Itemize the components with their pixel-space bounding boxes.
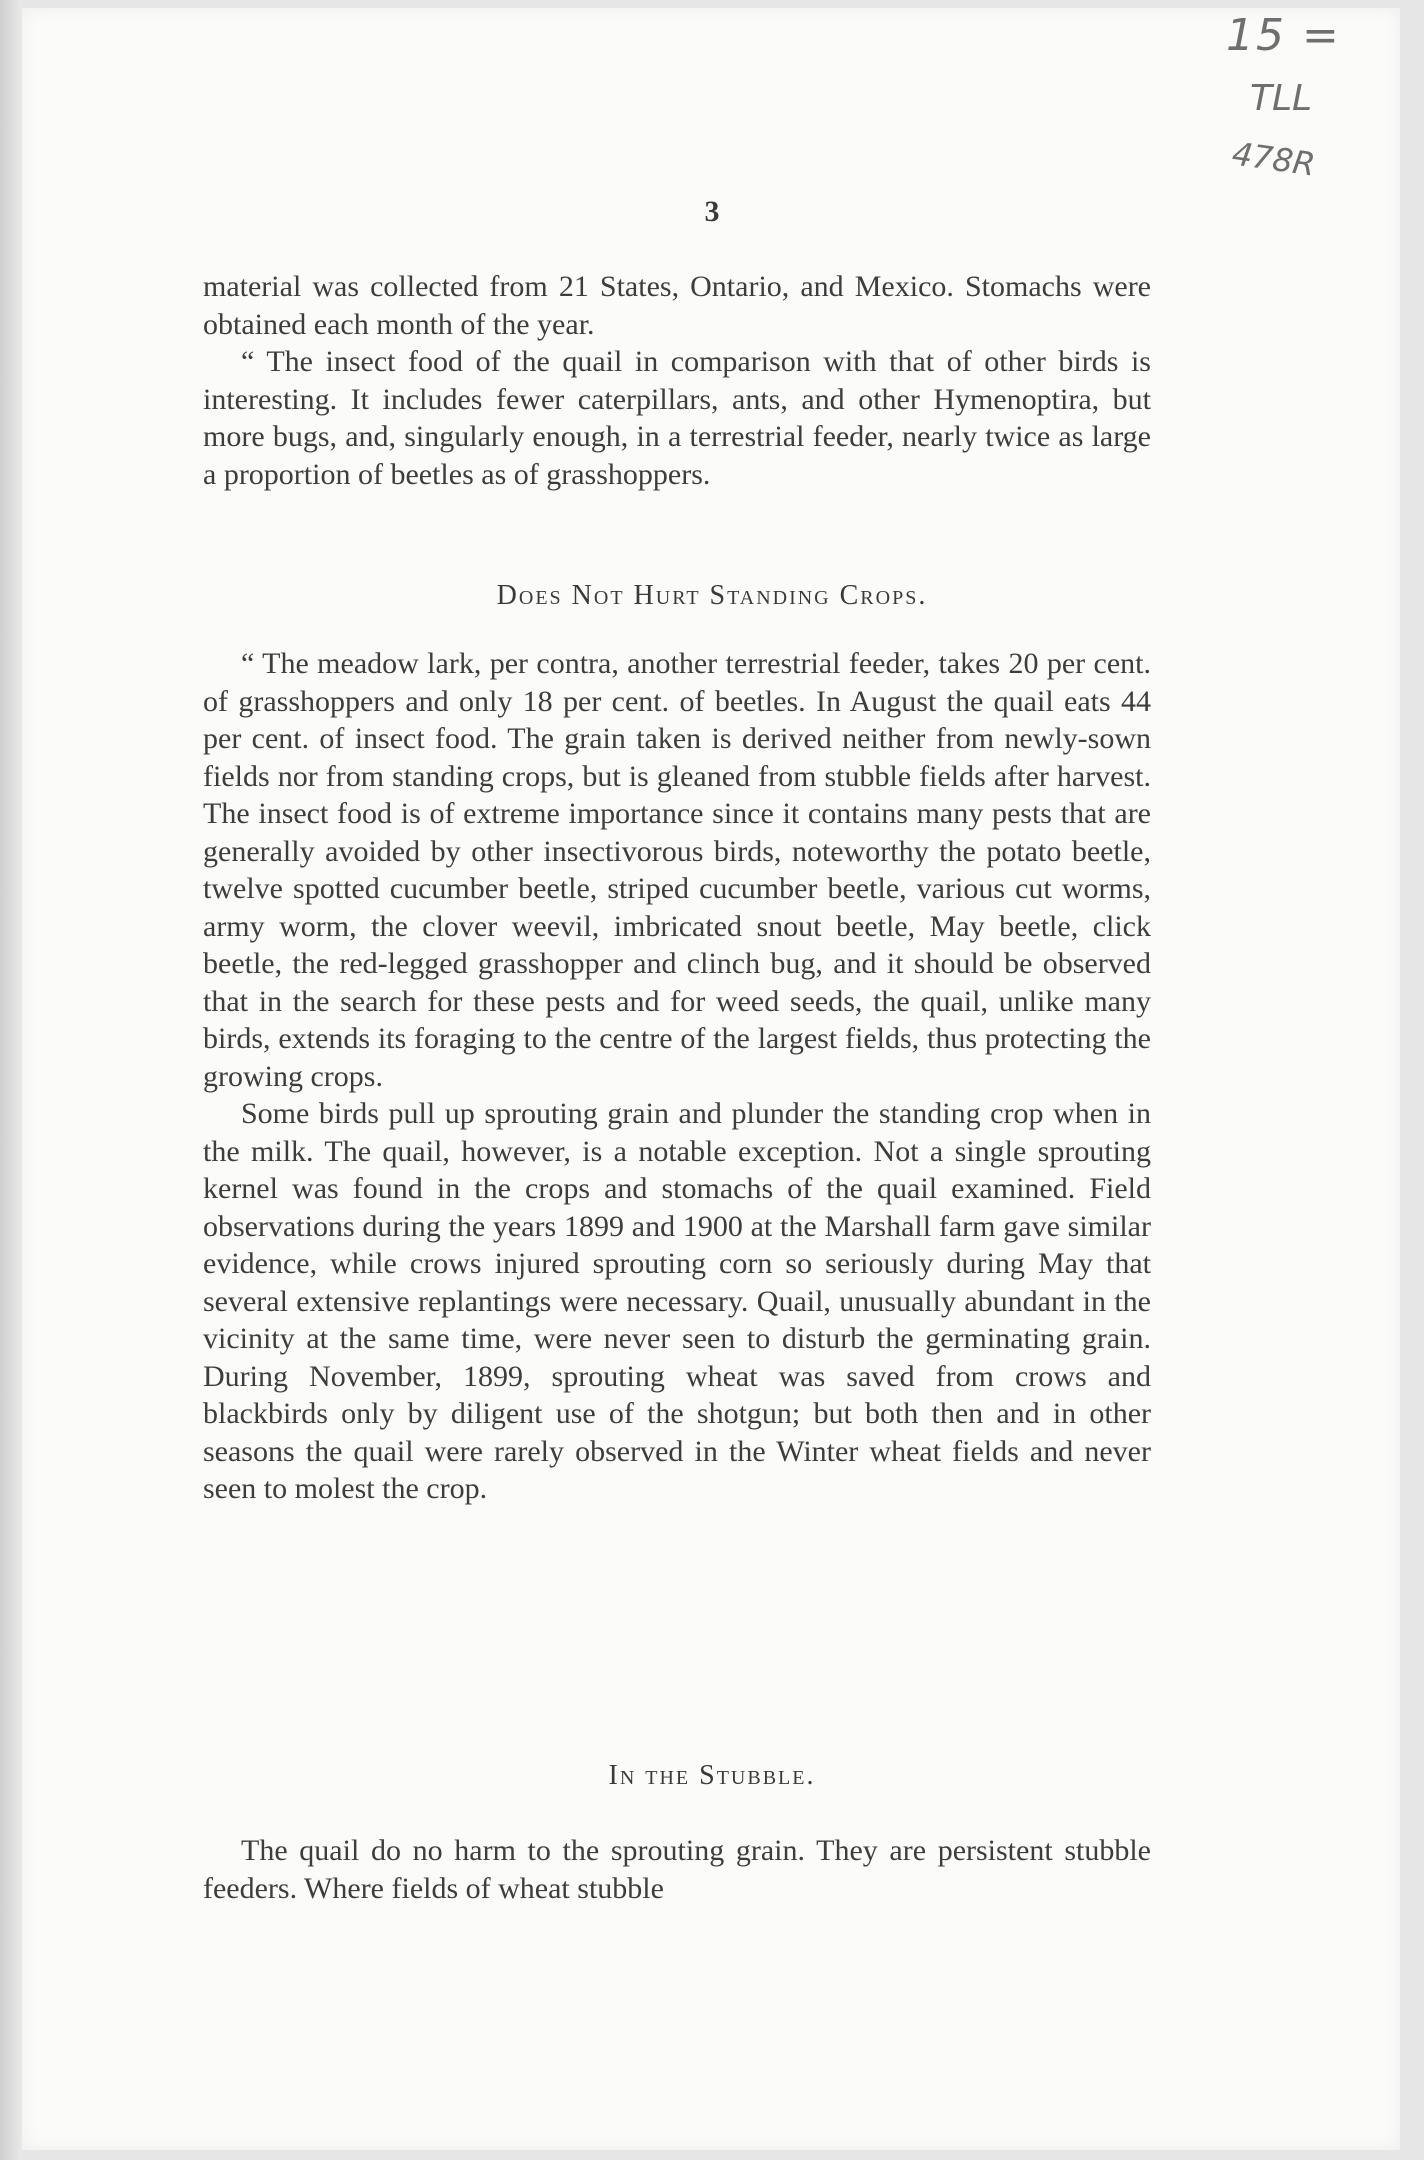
handwritten-annotation: 15 = <box>1226 10 1341 61</box>
page-number: 3 <box>704 195 720 228</box>
paragraph: “ The meadow lark, per contra, another terrestrial feeder, takes 20 per cent. of grasshoppers and only 18 per cent. of beetles. In August the quail eats 44 per cent. of insect food. The grain taken is derived neither from newly-sown fields nor from standing crops, but is gleaned from stubble fields after harvest. The insect food is of extreme importance since it contains many pests that are generally avoided by other insectivorous birds, noteworthy the potato beetle, twelve spotted cucumber beetle, striped cucumber beetle, various cut worms, army worm, the clover weevil, imbricated snout beetle, May beetle, click beetle, the red-legged grasshopper and clinch bug, and it should be observed that in the search for these pests and for weed seeds, the quail, unlike many birds, extends its foraging to the centre of the largest fields, thus protecting the growing crops. <box>203 647 1151 1093</box>
handwritten-annotation: 478R <box>1229 134 1318 184</box>
text-block-intro <box>203 268 1151 493</box>
paragraph: “ The insect food of the quail in comparison with that of other birds is interesting. It includes fewer caterpillars, ants, and other Hymenoptira, but more bugs, and, singularly enough, in a terrestrial feeder, nearly twice as large a proportion of beetles as of grasshoppers. <box>203 345 1151 491</box>
page-binding <box>0 0 22 2160</box>
paragraph: The quail do no harm to the sprouting grain. They are persistent stubble feeders. Where fields of wheat stubble <box>203 1834 1151 1905</box>
text-block-stubble <box>203 1832 1151 1907</box>
section-heading: In the Stubble. <box>608 1760 816 1791</box>
paragraph: Some birds pull up sprouting grain and plunder the standing crop when in the milk. The quail, however, is a notable exception. Not a single sprouting kernel was found in the crops and stomachs of the quail examined. Field observations during the years 1899 and 1900 at the Marshall farm gave similar evidence, while crows injured sprouting corn so seriously during May that several extensive replantings were necessary. Quail, unusually abundant in the vicinity at the same time, were never seen to disturb the germinating grain. During November, 1899, sprouting wheat was saved from crows and blackbirds only by diligent use of the shotgun; but both then and in other seasons the quail were rarely observed in the Winter wheat fields and never seen to molest the crop. <box>203 1097 1151 1505</box>
section-heading: Does Not Hurt Standing Crops. <box>496 580 928 611</box>
handwritten-annotation: TLL <box>1250 78 1313 119</box>
paragraph: material was collected from 21 States, Ontario, and Mexico. Stomachs were obtained each month of the year. <box>203 270 1151 341</box>
text-block-standing-crops <box>203 645 1151 1508</box>
